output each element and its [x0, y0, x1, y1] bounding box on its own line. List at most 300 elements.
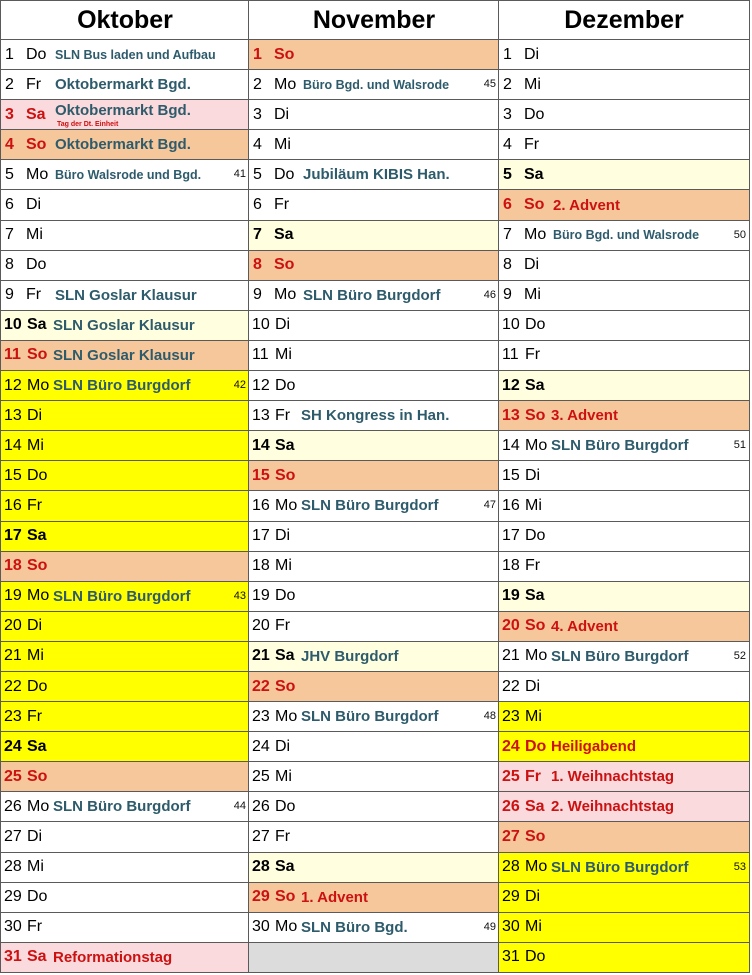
day-number: 29 — [252, 888, 270, 906]
day-row — [1, 883, 249, 913]
weekday: So — [27, 767, 48, 785]
day-row — [249, 461, 499, 491]
weekday: Sa — [27, 527, 47, 545]
event-label: Büro Walsrode und Bgd. — [55, 167, 202, 182]
day-row — [499, 461, 749, 491]
day-row — [249, 401, 499, 431]
event-label: Oktobermarkt Bgd. — [55, 136, 191, 154]
month-column-oktober — [0, 0, 249, 973]
weekday: Sa — [275, 858, 295, 876]
day-row — [1, 431, 249, 461]
day-row — [249, 943, 499, 973]
day-row — [1, 40, 249, 70]
weekday: Fr — [524, 135, 540, 153]
day-number: 24 — [252, 737, 270, 755]
event-label: SLN Bus laden und Aufbau — [55, 47, 216, 62]
day-number: 28 — [4, 858, 22, 876]
weekday: So — [275, 466, 296, 484]
weekday: Fr — [275, 617, 291, 635]
weekday: So — [275, 677, 296, 695]
day-row — [1, 190, 249, 220]
weekday: So — [27, 557, 48, 575]
week-number: 42 — [233, 379, 246, 392]
day-number: 10 — [502, 316, 520, 334]
weekday: Mo — [275, 496, 298, 514]
day-row — [1, 792, 249, 822]
month-heading: Oktober — [1, 0, 249, 40]
day-number: 29 — [4, 888, 22, 906]
day-number: 13 — [252, 406, 270, 424]
day-number: 7 — [5, 226, 14, 244]
day-number: 2 — [503, 75, 512, 93]
day-row — [499, 522, 749, 552]
weekday: Mi — [525, 496, 542, 514]
event-label: SLN Büro Burgdorf — [301, 497, 439, 515]
day-row — [1, 552, 249, 582]
weekday: Mi — [525, 918, 542, 936]
day-row — [499, 642, 749, 672]
day-number: 4 — [503, 135, 512, 153]
day-number: 25 — [4, 767, 22, 785]
day-row — [499, 160, 749, 190]
day-row — [1, 251, 249, 281]
weekday: Sa — [525, 587, 545, 605]
day-row — [1, 913, 249, 943]
day-number: 15 — [252, 466, 270, 484]
day-number: 20 — [252, 617, 270, 635]
day-row — [249, 221, 499, 251]
month-heading: November — [249, 0, 499, 40]
day-row — [1, 762, 249, 792]
day-number: 26 — [4, 797, 22, 815]
weekday: Di — [525, 466, 541, 484]
weekday: Fr — [525, 346, 541, 364]
day-row — [499, 491, 749, 521]
event-label: SLN Goslar Klausur — [55, 286, 197, 304]
day-number: 1 — [253, 45, 262, 63]
day-number: 12 — [502, 376, 520, 394]
day-number: 25 — [502, 767, 520, 785]
month-heading: Dezember — [499, 0, 749, 40]
day-number: 9 — [5, 286, 14, 304]
weekday: Mi — [275, 557, 292, 575]
weekday: So — [525, 406, 546, 424]
weekday: Do — [275, 797, 296, 815]
day-row — [1, 672, 249, 702]
weekday: Di — [275, 737, 291, 755]
day-number: 7 — [253, 226, 262, 244]
day-row — [1, 371, 249, 401]
day-row — [249, 371, 499, 401]
event-label: Büro Bgd. und Walsrode — [553, 228, 700, 243]
day-row — [249, 130, 499, 160]
day-row — [499, 853, 749, 883]
day-row — [499, 582, 749, 612]
day-number: 3 — [253, 105, 262, 123]
day-number: 10 — [4, 316, 22, 334]
weekday: So — [27, 346, 48, 364]
day-number: 9 — [253, 286, 262, 304]
day-number: 3 — [5, 105, 14, 123]
weekday: So — [525, 617, 546, 635]
day-row — [1, 582, 249, 612]
week-number: 52 — [733, 649, 746, 662]
weekday: So — [274, 45, 295, 63]
day-number: 25 — [252, 767, 270, 785]
event-label: Oktobermarkt Bgd. — [55, 102, 191, 120]
month-column-dezember — [498, 0, 750, 973]
day-number: 27 — [502, 827, 520, 845]
weekday: Do — [27, 466, 48, 484]
day-number: 26 — [252, 797, 270, 815]
day-row — [249, 100, 499, 130]
week-number: 51 — [733, 439, 746, 452]
event-label: JHV Burgdorf — [301, 647, 399, 665]
weekday: Fr — [274, 196, 290, 214]
weekday: Do — [524, 105, 545, 123]
day-number: 15 — [502, 466, 520, 484]
day-row — [1, 491, 249, 521]
week-number: 49 — [483, 920, 496, 933]
day-row — [1, 221, 249, 251]
weekday: Fr — [26, 75, 42, 93]
event-label: 1. Weihnachtstag — [551, 768, 675, 786]
day-row — [249, 251, 499, 281]
day-number: 19 — [4, 587, 22, 605]
weekday: Sa — [27, 737, 47, 755]
day-number: 28 — [502, 858, 520, 876]
weekday: Di — [275, 527, 291, 545]
event-label: Heiligabend — [551, 738, 637, 756]
day-row — [1, 822, 249, 852]
day-number: 1 — [503, 45, 512, 63]
day-row — [499, 251, 749, 281]
day-row — [499, 822, 749, 852]
event-label: Jubiläum KIBIS Han. — [303, 166, 450, 184]
week-number: 43 — [233, 589, 246, 602]
day-row — [249, 732, 499, 762]
day-row — [499, 883, 749, 913]
day-row — [249, 853, 499, 883]
day-number: 9 — [503, 286, 512, 304]
day-row — [1, 943, 249, 973]
day-row — [249, 281, 499, 311]
day-number: 18 — [4, 557, 22, 575]
weekday: Mo — [274, 75, 297, 93]
day-row — [1, 130, 249, 160]
day-row — [249, 612, 499, 642]
day-row — [1, 311, 249, 341]
day-row — [499, 913, 749, 943]
weekday: Mo — [525, 436, 548, 454]
day-number: 17 — [502, 527, 520, 545]
weekday: So — [525, 827, 546, 845]
day-number: 2 — [253, 75, 262, 93]
day-number: 26 — [502, 797, 520, 815]
week-number: 44 — [233, 800, 246, 813]
day-number: 23 — [252, 707, 270, 725]
weekday: Di — [27, 827, 43, 845]
day-number: 18 — [502, 557, 520, 575]
day-row — [249, 883, 499, 913]
weekday: So — [524, 196, 545, 214]
weekday: Di — [275, 316, 291, 334]
weekday: Mi — [274, 135, 291, 153]
weekday: Do — [27, 888, 48, 906]
day-row — [499, 221, 749, 251]
day-number: 29 — [502, 888, 520, 906]
day-row — [249, 190, 499, 220]
day-row — [1, 702, 249, 732]
day-number: 21 — [252, 647, 270, 665]
weekday: Mi — [27, 647, 44, 665]
weekday: Mi — [525, 707, 542, 725]
week-number: 53 — [733, 860, 746, 873]
day-row — [249, 642, 499, 672]
day-number: 24 — [502, 737, 520, 755]
weekday: Fr — [27, 496, 43, 514]
day-number: 16 — [252, 496, 270, 514]
day-number: 30 — [4, 918, 22, 936]
day-row — [499, 40, 749, 70]
day-number: 27 — [252, 827, 270, 845]
day-number: 11 — [4, 346, 21, 364]
weekday: Do — [275, 587, 296, 605]
day-number: 11 — [252, 346, 269, 364]
event-label: Oktobermarkt Bgd. — [55, 76, 191, 94]
day-number: 21 — [4, 647, 22, 665]
event-label: 2. Advent — [553, 196, 620, 214]
weekday: Di — [525, 677, 541, 695]
event-label: 1. Advent — [301, 888, 368, 906]
weekday: Sa — [275, 647, 295, 665]
day-number: 14 — [502, 436, 520, 454]
day-number: 28 — [252, 858, 270, 876]
weekday: Mi — [524, 286, 541, 304]
day-row — [249, 762, 499, 792]
day-row — [249, 491, 499, 521]
day-row — [499, 130, 749, 160]
day-row — [1, 160, 249, 190]
weekday: Do — [275, 376, 296, 394]
day-number: 23 — [4, 707, 22, 725]
weekday: Fr — [525, 767, 541, 785]
day-row — [249, 160, 499, 190]
weekday: Mi — [27, 436, 44, 454]
weekday: Sa — [26, 105, 46, 123]
weekday: Mo — [26, 165, 49, 183]
weekday: Do — [26, 45, 47, 63]
day-number: 16 — [4, 496, 22, 514]
week-number: 41 — [233, 168, 246, 181]
day-row — [249, 70, 499, 100]
day-number: 5 — [5, 165, 14, 183]
day-number: 8 — [503, 256, 512, 274]
day-number: 31 — [4, 948, 22, 966]
day-row — [249, 311, 499, 341]
day-row — [1, 70, 249, 100]
week-number: 50 — [733, 228, 746, 241]
weekday: Fr — [525, 557, 541, 575]
day-number: 14 — [252, 436, 270, 454]
day-number: 20 — [502, 617, 520, 635]
weekday: Mi — [524, 75, 541, 93]
day-row — [1, 642, 249, 672]
weekday: Sa — [524, 165, 544, 183]
weekday: So — [274, 256, 295, 274]
weekday: Do — [26, 256, 47, 274]
day-number: 4 — [5, 135, 14, 153]
event-label: SLN Büro Burgdorf — [53, 587, 191, 605]
day-number: 5 — [503, 165, 512, 183]
day-number: 17 — [4, 527, 22, 545]
day-number: 10 — [252, 316, 270, 334]
day-row — [249, 702, 499, 732]
weekday: So — [26, 135, 47, 153]
day-number: 6 — [253, 196, 262, 214]
day-row — [499, 762, 749, 792]
weekday: Do — [525, 527, 546, 545]
week-number: 46 — [483, 288, 496, 301]
holiday-note: Tag der Dt. Einheit — [57, 121, 119, 129]
event-label: SLN Büro Burgdorf — [53, 798, 191, 816]
weekday: Di — [27, 617, 43, 635]
day-number: 16 — [502, 496, 520, 514]
weekday: Do — [525, 316, 546, 334]
weekday: Sa — [525, 376, 545, 394]
event-label: SLN Goslar Klausur — [53, 346, 195, 364]
day-number: 15 — [4, 466, 22, 484]
day-row — [499, 190, 749, 220]
weekday: Fr — [275, 827, 291, 845]
day-number: 8 — [253, 256, 262, 274]
week-number: 45 — [483, 78, 496, 91]
weekday: Fr — [27, 707, 43, 725]
day-number: 12 — [4, 376, 22, 394]
day-row — [499, 100, 749, 130]
day-row — [249, 431, 499, 461]
weekday: Fr — [27, 918, 43, 936]
weekday: Mo — [275, 707, 298, 725]
day-number: 19 — [502, 587, 520, 605]
weekday: Sa — [525, 797, 545, 815]
day-number: 30 — [252, 918, 270, 936]
weekday: Fr — [26, 286, 42, 304]
day-number: 22 — [252, 677, 270, 695]
weekday: Do — [525, 737, 547, 755]
day-row — [1, 281, 249, 311]
weekday: Mi — [26, 226, 43, 244]
event-label: SH Kongress in Han. — [301, 407, 450, 425]
weekday: Mo — [274, 286, 297, 304]
day-number: 17 — [252, 527, 270, 545]
weekday: Di — [525, 888, 541, 906]
day-row — [499, 943, 749, 973]
day-row — [499, 792, 749, 822]
day-row — [249, 552, 499, 582]
day-number: 3 — [503, 105, 512, 123]
day-number: 13 — [502, 406, 520, 424]
day-number: 24 — [4, 737, 22, 755]
day-row — [499, 552, 749, 582]
day-row — [499, 70, 749, 100]
day-row — [499, 612, 749, 642]
weekday: Di — [524, 45, 540, 63]
day-row — [1, 341, 249, 371]
day-row — [499, 672, 749, 702]
day-row — [499, 431, 749, 461]
day-number: 23 — [502, 707, 520, 725]
weekday: Mo — [525, 858, 548, 876]
weekday: Di — [26, 196, 42, 214]
day-row — [249, 822, 499, 852]
event-label: SLN Büro Burgdorf — [53, 377, 191, 395]
weekday: Sa — [274, 226, 294, 244]
day-number: 2 — [5, 75, 14, 93]
day-row — [249, 582, 499, 612]
day-row — [249, 792, 499, 822]
event-label: SLN Goslar Klausur — [53, 316, 195, 334]
day-row — [1, 612, 249, 642]
day-number: 20 — [4, 617, 22, 635]
day-row — [1, 522, 249, 552]
event-label: SLN Büro Burgdorf — [301, 708, 439, 726]
day-number: 22 — [502, 677, 520, 695]
event-label: 3. Advent — [551, 407, 618, 425]
day-number: 22 — [4, 677, 22, 695]
week-number: 48 — [483, 710, 496, 723]
weekday: Sa — [275, 436, 295, 454]
weekday: Mi — [275, 767, 292, 785]
day-row — [499, 311, 749, 341]
event-label: Reformationstag — [53, 948, 173, 966]
day-row — [1, 461, 249, 491]
day-number: 12 — [252, 376, 270, 394]
day-number: 4 — [253, 135, 262, 153]
day-row — [499, 281, 749, 311]
day-number: 1 — [5, 45, 14, 63]
week-number: 47 — [483, 499, 496, 512]
event-label: 2. Weihnachtstag — [551, 798, 675, 816]
day-number: 14 — [4, 436, 22, 454]
weekday: Mo — [524, 226, 547, 244]
day-number: 5 — [253, 165, 262, 183]
day-row — [249, 40, 499, 70]
day-row — [499, 341, 749, 371]
day-number: 19 — [252, 587, 270, 605]
weekday: Mo — [27, 797, 50, 815]
day-row — [499, 401, 749, 431]
weekday: Do — [27, 677, 48, 695]
day-row — [1, 401, 249, 431]
weekday: Sa — [27, 948, 47, 966]
weekday: Di — [274, 105, 290, 123]
day-number: 11 — [502, 346, 519, 364]
weekday: Mo — [525, 647, 548, 665]
event-label: SLN Büro Burgdorf — [551, 858, 689, 876]
weekday: Mo — [27, 376, 50, 394]
month-column-november — [248, 0, 499, 973]
day-number: 6 — [5, 196, 14, 214]
event-label: SLN Büro Bgd. — [301, 918, 408, 936]
day-row — [499, 702, 749, 732]
day-number: 8 — [5, 256, 14, 274]
day-row — [1, 853, 249, 883]
weekday: Do — [525, 948, 546, 966]
weekday: Di — [27, 406, 43, 424]
day-row — [249, 522, 499, 552]
day-number: 30 — [502, 918, 520, 936]
